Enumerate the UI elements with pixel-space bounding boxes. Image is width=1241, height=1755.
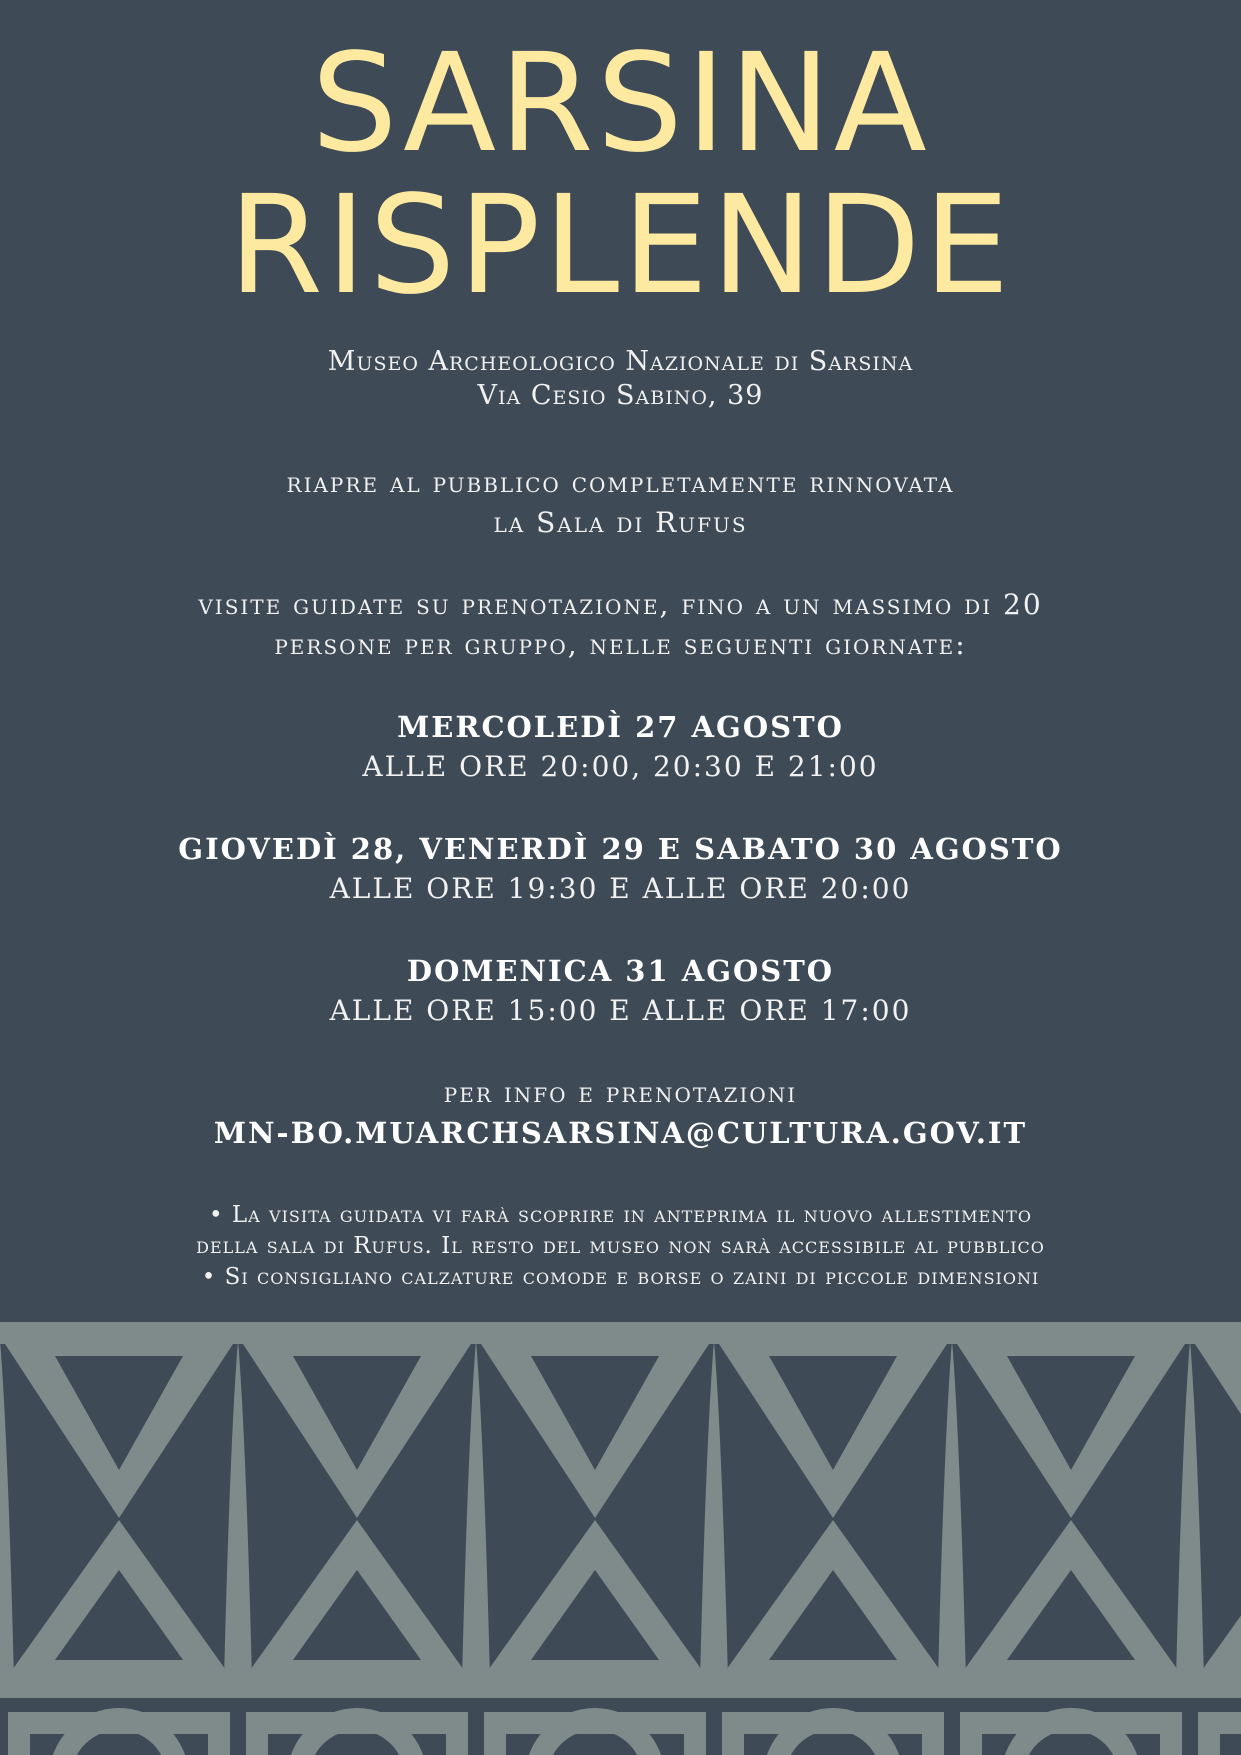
title-line-2: RISPLENDE (228, 167, 1013, 325)
schedule-times-2: ALLE ORE 19:30 E ALLE ORE 20:00 (329, 872, 912, 905)
museum-name: Museo Archeologico Nazionale di Sarsina (327, 346, 914, 377)
schedule-times-1: ALLE ORE 20:00, 20:30 E 21:00 (362, 750, 879, 783)
geometric-pattern-icon (0, 1320, 1241, 1755)
schedule-day-2: GIOVEDÌ 28, VENERDÌ 29 E SABATO 30 AGOSTO (178, 832, 1063, 866)
visits-line-2: persone per gruppo, nelle seguenti giornate: (274, 628, 967, 661)
contact-label: per info e prenotazioni (443, 1076, 798, 1109)
schedule-day-3: DOMENICA 31 AGOSTO (406, 954, 835, 988)
museum-address: Via Cesio Sabino, 39 (477, 380, 764, 411)
announcement-line-1: riapre al pubblico completamente rinnovata (286, 466, 955, 499)
schedule-times-3: ALLE ORE 15:00 E ALLE ORE 17:00 (329, 994, 912, 1027)
announcement-line-2: la Sala di Rufus (493, 506, 748, 539)
contact-email[interactable]: MN-BO.MUARCHSARSINA@CULTURA.GOV.IT (213, 1116, 1028, 1150)
note-line-3: • Si consigliano calzature comode e borse o zaini di piccole dimensioni (201, 1264, 1040, 1290)
note-line-1: • La visita guidata vi farà scoprire in anteprima il nuovo allestimento (209, 1202, 1032, 1228)
visits-line-1: visite guidate su prenotazione, fino a un massimo di 20 (198, 588, 1043, 621)
note-line-2: della sala di Rufus. Il resto del museo non sarà accessibile al pubblico (196, 1233, 1045, 1259)
schedule-day-1: MERCOLEDÌ 27 AGOSTO (397, 710, 844, 744)
title-line-1: SARSINA (311, 25, 930, 183)
